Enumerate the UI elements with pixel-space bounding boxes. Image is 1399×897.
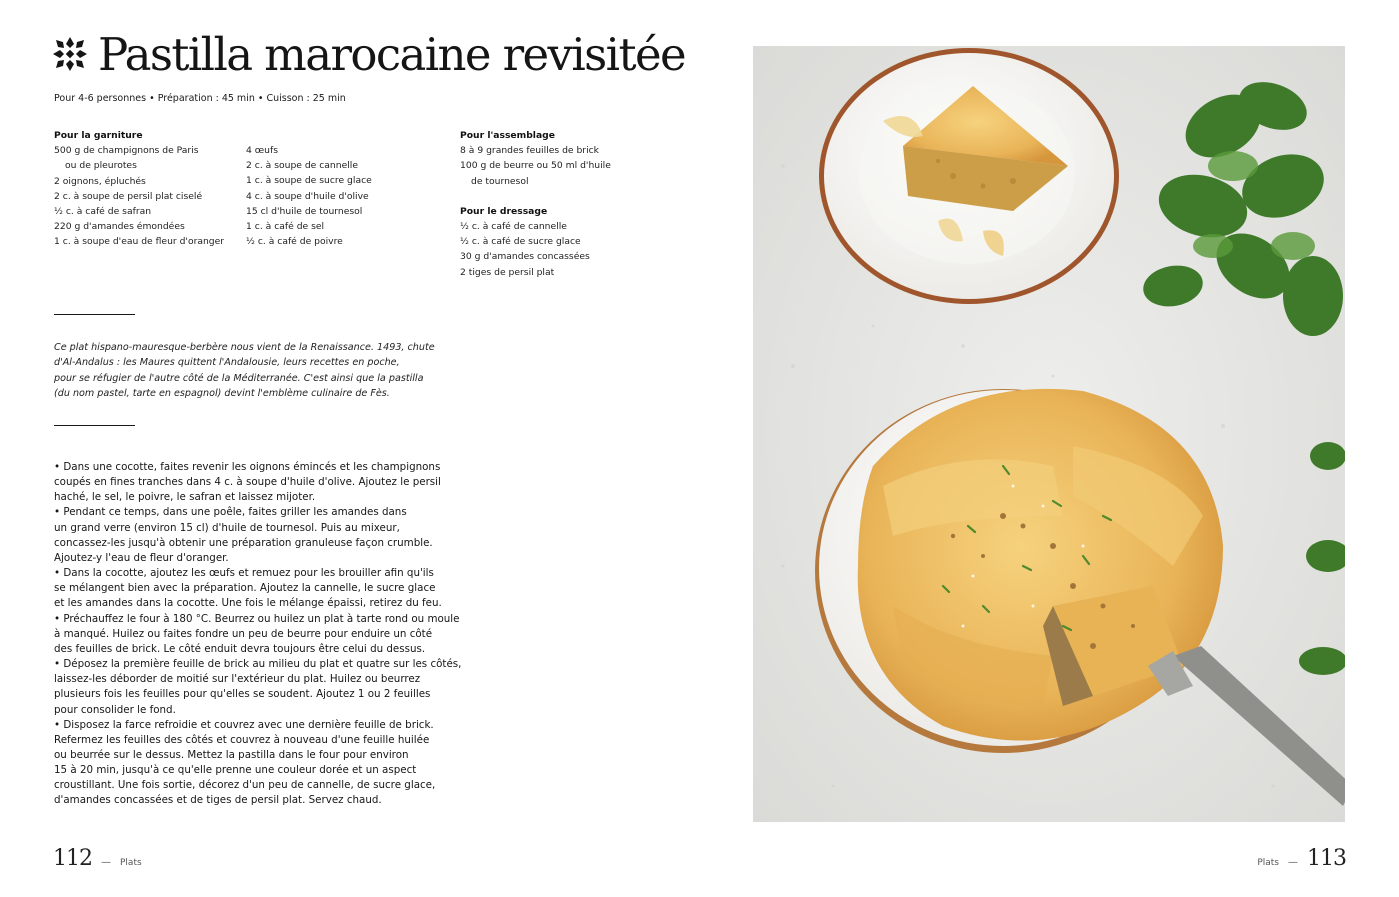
pastilla-illustration [753, 46, 1345, 822]
ingredient-item: ½ c. à café de sucre glace [460, 236, 581, 248]
dressage-heading: Pour le dressage [460, 205, 548, 217]
step-line: et les amandes dans la cocotte. Une fois le mélange épaissi, retirez du feu. [54, 597, 442, 610]
divider [54, 314, 135, 315]
page-number-left: 112 [53, 846, 92, 871]
ingredient-item: ½ c. à café de safran [54, 206, 152, 218]
ingredient-item: 2 oignons, épluchés [54, 175, 146, 187]
step-line: un grand verre (environ 15 cl) d'huile de tournesol. Puis au mixeur, [54, 521, 400, 534]
ingredient-item: 100 g de beurre ou 50 ml d'huile [460, 160, 611, 172]
step-line: des feuilles de brick. Le côté enduit devra toujours être celui du dessus. [54, 642, 426, 655]
step-line: 15 à 20 min, jusqu'à ce qu'elle prenne une couleur dorée et un aspect [54, 764, 417, 777]
ingredient-item: 2 tiges de persil plat [460, 266, 555, 278]
step-line: haché, le sel, le poivre, le safran et laissez mijoter. [54, 491, 316, 504]
intro-line: (du nom pastel, tarte en espagnol) devint l'emblème culinaire de Fès. [54, 387, 390, 399]
footer-separator: — [1288, 857, 1298, 868]
ornament-icon [52, 36, 88, 72]
ingredient-item: ou de pleurotes [65, 160, 137, 172]
recipe-meta: Pour 4-6 personnes • Préparation : 45 min • Cuisson : 25 min [54, 93, 346, 104]
ingredient-item: 8 à 9 grandes feuilles de brick [460, 145, 600, 157]
ingredient-item: 220 g d'amandes émondées [54, 221, 185, 233]
ingredient-item: 2 c. à soupe de cannelle [246, 160, 358, 172]
footer-left [53, 846, 142, 871]
step-line: à manqué. Huilez ou faites fondre un peu de beurre pour enduire un côté [54, 627, 433, 640]
ingredient-item: 500 g de champignons de Paris [54, 145, 199, 157]
footer-right [1257, 846, 1346, 871]
step-line: concassez-les jusqu'à obtenir une préparation granuleuse façon crumble. [54, 536, 433, 549]
step-line: • Dans une cocotte, faites revenir les oignons émincés et les champignons [54, 461, 441, 473]
food-photo [753, 46, 1345, 822]
ingredient-item: 1 c. à soupe de sucre glace [246, 175, 372, 187]
step-line: coupés en fines tranches dans 4 c. à soupe d'huile d'olive. Ajoutez le persil [54, 476, 441, 489]
assemblage-dressage-column [460, 128, 611, 280]
ingredient-item: 4 c. à soupe d'huile d'olive [246, 190, 369, 202]
intro-line: Ce plat hispano-mauresque-berbère nous vient de la Renaissance. 1493, chute [54, 342, 435, 353]
ingredient-item: 2 c. à soupe de persil plat ciselé [54, 190, 203, 202]
recipe-steps [54, 460, 461, 809]
section-name-left: Plats [120, 858, 142, 868]
garniture-heading: Pour la garniture [54, 130, 143, 141]
page-number-right: 113 [1307, 846, 1346, 871]
step-line: Refermez les feuilles des côtés et couvrez à nouveau d'une feuille huilée [54, 733, 430, 746]
ingredient-item: 1 c. à café de sel [246, 221, 325, 233]
step-line: • Déposez la première feuille de brick au milieu du plat et quatre sur les côtés, [54, 658, 462, 671]
divider [54, 425, 135, 426]
step-line: se mélangent bien avec la préparation. Ajoutez la cannelle, le sucre glace [54, 582, 436, 595]
step-line: • Disposez la farce refroidie et couvrez avec une dernière feuille de brick. [54, 718, 434, 731]
intro-line: d'Al-Andalus : les Maures quittent l'Andalousie, leurs recettes en poche, [54, 357, 400, 369]
step-line: ou beurrée sur le dessus. Mettez la pastilla dans le four pour environ [54, 748, 409, 761]
page-title: Pastilla marocaine revisitée [98, 27, 686, 81]
step-line: • Préchauffez le four à 180 °C. Beurrez ou huilez un plat à tarte rond ou moule [54, 612, 460, 625]
footer-separator: — [101, 857, 111, 868]
ingredient-item: de tournesol [471, 175, 529, 187]
garniture-column-1 [54, 128, 224, 250]
garniture-column-2 [246, 143, 372, 249]
spacer [460, 189, 611, 204]
ingredient-item: 1 c. à soupe d'eau de fleur d'oranger [54, 236, 225, 248]
intro-paragraph [54, 340, 454, 401]
intro-line: pour se réfugier de l'autre côté de la Méditerranée. C'est ainsi que la pastilla [54, 372, 424, 384]
step-line: laissez-les déborder de moitié sur l'extérieur du plat. Huilez ou beurrez [54, 673, 421, 686]
step-line: croustillant. Une fois sortie, décorez d'un peu de cannelle, de sucre glace, [54, 779, 436, 792]
ingredient-item: ½ c. à café de poivre [246, 236, 343, 248]
step-line: Ajoutez-y l'eau de fleur d'oranger. [54, 551, 229, 564]
ingredient-item: 30 g d'amandes concassées [460, 251, 590, 263]
step-line: • Pendant ce temps, dans une poêle, faites griller les amandes dans [54, 506, 407, 519]
assemblage-heading: Pour l'assemblage [460, 130, 555, 141]
step-line: • Dans la cocotte, ajoutez les œufs et remuez pour les brouiller afin qu'ils [54, 567, 434, 580]
step-line: plusieurs fois les feuilles pour qu'elles se soudent. Ajoutez 1 ou 2 feuilles [54, 688, 431, 701]
title-row [52, 26, 685, 82]
ingredient-item: 4 œufs [246, 145, 279, 156]
ingredient-item: ½ c. à café de cannelle [460, 221, 567, 233]
section-name-right: Plats [1257, 858, 1279, 868]
step-line: d'amandes concassées et de tiges de persil plat. Servez chaud. [54, 794, 382, 807]
ingredient-item: 15 cl d'huile de tournesol [246, 205, 363, 217]
step-line: pour consolider le fond. [54, 703, 176, 716]
